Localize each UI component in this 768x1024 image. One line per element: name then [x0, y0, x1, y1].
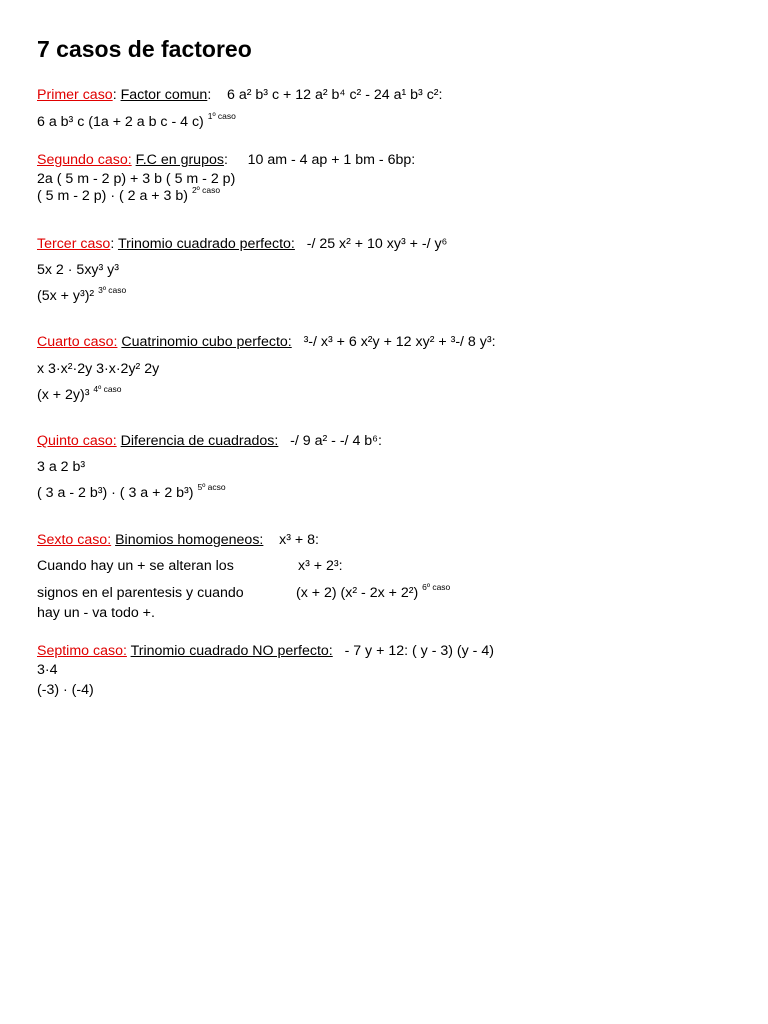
section-7-line-2: (-3) · (-4): [37, 682, 94, 698]
section-3-line-1: 5x 2 · 5xy³ y³: [37, 262, 119, 278]
section-4-line-1: x 3·x²·2y 3·x·2y² 2y: [37, 361, 160, 377]
section-1-note: 1º caso: [207, 111, 236, 121]
section-4-expr: ³-/ x³ + 6 x²y + 12 xy² + ³-/ 8 y³:: [303, 334, 496, 350]
section-6-line-2: signos en el parentesis y cuando: [37, 585, 244, 601]
section-6-label: Sexto caso:: [37, 532, 112, 548]
section-3-header: Tercer caso: Trinomio cuadrado perfecto: -/ 25 x² + 10 xy³ + -/ y⁶: [37, 236, 448, 252]
section-3-expr: -/ 25 x² + 10 xy³ + -/ y⁶: [306, 236, 448, 252]
section-6-expr: x³ + 8:: [279, 532, 319, 548]
document-title: 7 casos de factoreo: [37, 36, 252, 62]
section-5-header: [37, 433, 382, 450]
section-4-line-2: (x + 2y)³ $^{4º caso}$: [37, 384, 122, 403]
section-5-line-1: 3 a 2 b³: [37, 459, 86, 475]
section-3-line-2: (5x + y³)² $^{3º caso}$: [37, 285, 127, 304]
section-2-label: Segundo caso:: [37, 152, 132, 168]
section-1-name: Factor comun: [120, 87, 208, 103]
section-5-label: Quinto caso:: [37, 433, 117, 449]
section-6-line-5: (x + 2) (x² - 2x + 2²) $^{6º caso}$: [296, 582, 451, 601]
section-3-note: 3º caso: [98, 285, 127, 295]
section-6-line-1: Cuando hay un + se alteran los: [37, 558, 234, 574]
section-7-label: Septimo caso:: [37, 643, 127, 659]
section-6-name: Binomios homogeneos:: [115, 532, 264, 548]
section-6-line-3: hay un - va todo +.: [37, 605, 155, 621]
section-6-note: 6º caso: [422, 582, 451, 592]
section-7-expr: - 7 y + 12: ( y - 3) (y - 4): [344, 643, 494, 659]
section-7-name: Trinomio cuadrado NO perfecto:: [130, 643, 333, 659]
section-2-note: 2º caso: [191, 185, 221, 195]
section-4-note: 4º caso: [93, 384, 122, 394]
section-6-line-4: x³ + 2³:: [298, 558, 343, 574]
section-3-label: Tercer caso: [37, 236, 111, 252]
section-1-header: Primer caso: Factor comun: 6 a² b³ c + 12 a² b⁴ c² - 24 a¹ b³ c²:: [37, 87, 443, 103]
section-1-line-1: 6 a b³ c (1a + 2 a b c - 4 c) $^{1º caso}$: [37, 111, 236, 130]
section-4-header: [37, 334, 496, 351]
section-5-name: Diferencia de cuadrados:: [120, 433, 279, 449]
section-5-line-2: ( 3 a - 2 b³) · ( 3 a + 2 b³) $^{5º acso}$: [37, 482, 226, 501]
section-2-line-1: 2a ( 5 m - 2 p) + 3 b ( 5 m - 2 p): [37, 171, 236, 187]
section-2-header: Segundo caso: F.C en grupos: 10 am - 4 ap + 1 bm - 6bp:: [37, 152, 416, 168]
section-2-name: F.C en grupos: [135, 152, 224, 168]
section-7-line-1: 3·4: [37, 662, 58, 678]
section-1-label: Primer caso: [37, 87, 113, 103]
section-4-label: Cuarto caso:: [37, 334, 118, 350]
section-3-name: Trinomio cuadrado perfecto:: [117, 236, 295, 252]
section-5-expr: -/ 9 a² - -/ 4 b⁶:: [290, 433, 382, 449]
section-6-header: [37, 532, 319, 549]
section-2-line-2: ( 5 m - 2 p) · ( 2 a + 3 b) $^{2º caso}$: [37, 185, 221, 204]
section-2-expr: 10 am - 4 ap + 1 bm - 6bp:: [247, 152, 416, 168]
section-1-expr: 6 a² b³ c + 12 a² b⁴ c² - 24 a¹ b³ c²:: [227, 87, 443, 103]
section-5-note: 5º acso: [197, 482, 226, 492]
section-4-name: Cuatrinomio cubo perfecto:: [121, 334, 292, 350]
section-7-header: [37, 643, 494, 660]
